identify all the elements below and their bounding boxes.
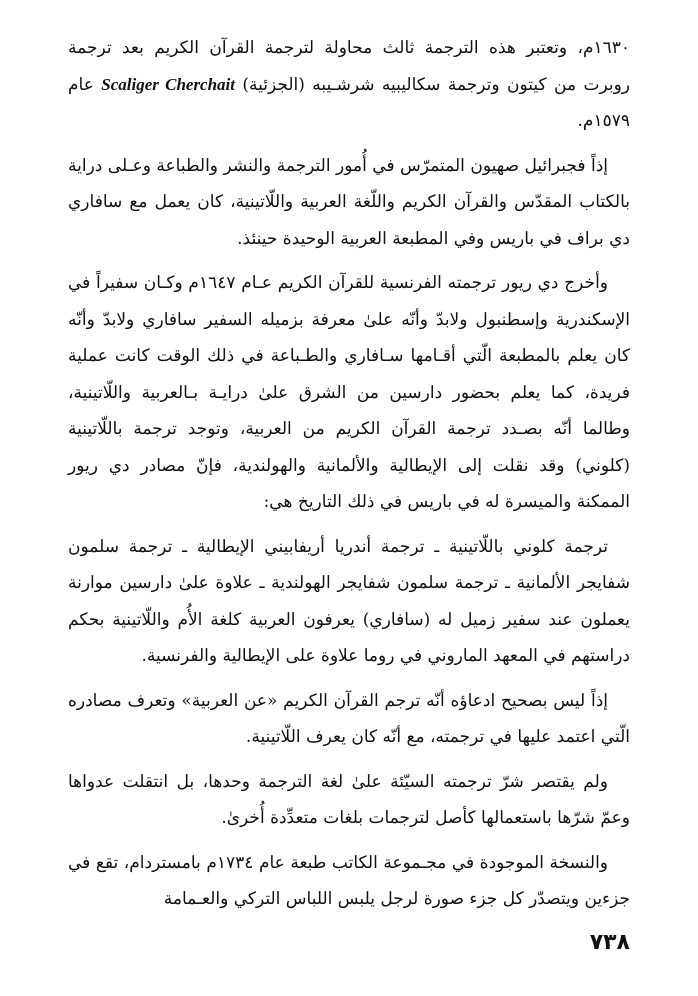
paragraph-4: ترجمة كلوني باللّاتينية ـ ترجمة أندريا أريفابيني الإيطالية ـ ترجمة سلمون شفايجر الألمانية ـ ترجمة سلمون شفايجر الهولندية ـ علاوة علىٰ دارسين موارنة يعملون عند سفير زميل له (سافاري) يعرفون العربية كلغة الأُم واللّاتينية بحكم دراستهم في المعهد الماروني في روما علاوة على الإيطالية والفرنسية. xyxy=(68,536,630,666)
paragraph-1 xyxy=(68,30,630,140)
paragraph-2: إذاً فجبرائيل صهيون المتمرّس في أُمور الترجمة والنشر والطباعة وعـلى دراية بالكتاب المقدّس والقرآن الكريم واللّغة العربية واللّاتينية، كان يعمل مع سافاري دي براف في باريس وفي المطبعة العربية الوحيدة حينئذ. xyxy=(68,155,630,249)
paragraph-6: ولم يقتصر شرّ ترجمته السيّئة علىٰ لغة الترجمة وحدها، بل انتقلت عدواها وعمّ شرّها باستعمالها كأصل لترجمات بلغات متعدِّدة أُخرىٰ. xyxy=(68,771,630,828)
page-number: ٧٣٨ xyxy=(589,930,630,955)
body-text xyxy=(68,30,630,926)
latin-name: Scaliger Cherchait xyxy=(101,74,236,94)
paragraph-1-text: ١٦٣٠م، وتعتبر هذه الترجمة ثالث محاولة لترجمة القرآن الكريم بعد ترجمة روبرت من كيتون وترجمة سكاليبيه شرشـيبه (الجزئية) xyxy=(68,38,630,95)
paragraph-1-end: عام ١٥٧٩م. xyxy=(68,74,630,131)
paragraph-3: وأخرج دي ريور ترجمته الفرنسية للقرآن الكريم عـام ١٦٤٧م وكـان سفيراً في الإسكندرية وإسطنبول ولابدّ وأنّه علىٰ معرفة بزميله السفير سافاري ولابدّ وأنّه كان يعلم بالمطبعة الّتي أقـامها سـافاري والطـباعة في ذلك الوقت كانت عملية فريدة، كما يعلم بحضور دارسين من الشرق علىٰ درايـة بـالعربية واللّاتينية، وطالما أنّه بصـدد ترجمة القرآن الكريم من العربية، وتوجد ترجمة باللّاتينية (كلوني) وقد نقلت إلى الإيطالية والألمانية والهولندية، فإنّ مصادر دي ريور الممكنة والميسرة له في باريس في ذلك التاريخ هي: xyxy=(68,273,630,512)
paragraph-5: إذاً ليس بصحيح ادعاؤه أنّه ترجم القرآن الكريم «عن العربية» وتعرف مصادره الّتي اعتمد عليها في ترجمته، مع أنّه كان يعرف اللّاتينية. xyxy=(68,690,630,747)
paragraph-7: والنسخة الموجودة في مجـموعة الكاتب طبعة عام ١٧٣٤م بامستردام، تقع في جزءين ويتصدّر كل جزء صورة لرجل يلبس اللباس التركي والعـمامة xyxy=(68,852,630,909)
